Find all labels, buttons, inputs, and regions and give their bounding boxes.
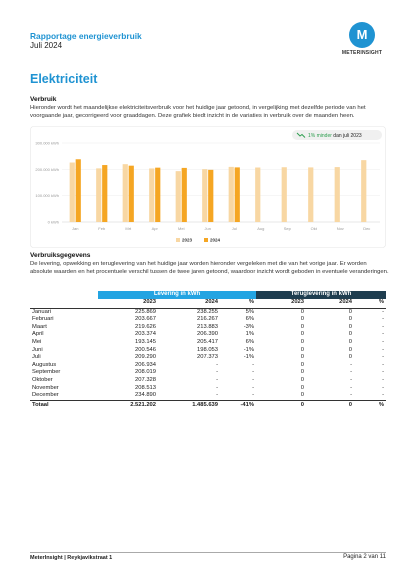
- value-cell: -: [350, 384, 352, 391]
- bar-2024-apr: [155, 168, 160, 222]
- x-tick-label: Aug: [257, 226, 265, 231]
- value-cell: -1%: [243, 346, 254, 353]
- month-cell: Mei: [32, 338, 42, 345]
- value-cell: 0: [300, 376, 304, 383]
- bar-2023-sep: [282, 167, 287, 222]
- y-tick-label: 100.000 kWh: [35, 193, 59, 199]
- value-cell: -1%: [243, 354, 254, 361]
- value-cell: 203.374: [135, 331, 156, 338]
- table-row: [30, 347, 386, 355]
- table-row: [30, 392, 386, 400]
- value-cell: -: [216, 392, 218, 399]
- table-row: [30, 362, 386, 370]
- bar-2023-jan: [70, 163, 75, 222]
- table-row: [30, 377, 386, 385]
- table-row: [30, 308, 386, 316]
- value-cell: 0: [306, 400, 354, 411]
- value-cell: 207.373: [197, 354, 218, 361]
- month-cell: Totaal: [30, 400, 98, 411]
- value-cell: 200.546: [135, 346, 156, 353]
- logo-text: METERINSIGHT: [341, 50, 383, 56]
- bar-2023-nov: [335, 167, 340, 222]
- x-tick-label: Mrt: [125, 226, 132, 231]
- bar-2024-mrt: [129, 166, 134, 222]
- value-cell: 2.521.202: [98, 400, 158, 411]
- value-cell: -: [382, 361, 384, 368]
- group-header-teruglevering: Teruglevering in kWh: [256, 291, 386, 299]
- month-cell: December: [32, 392, 59, 399]
- month-cell: Juli: [32, 354, 41, 361]
- table-row: [30, 324, 386, 332]
- x-tick-label: Okt: [310, 226, 317, 231]
- month-cell: September: [32, 369, 61, 376]
- table-row: [30, 339, 386, 347]
- table-row: [30, 369, 386, 377]
- y-tick-label: 0 kWh: [47, 219, 59, 225]
- value-cell: 193.145: [135, 338, 156, 345]
- value-cell: 0: [348, 316, 352, 323]
- value-cell: 0: [300, 323, 304, 330]
- verbruiksgegevens-heading: Verbruiksgegevens: [30, 252, 91, 259]
- bar-2023-aug: [255, 168, 260, 222]
- month-cell: November: [32, 384, 59, 391]
- value-cell: 0: [300, 354, 304, 361]
- verbruik-heading: Verbruik: [30, 96, 57, 103]
- y-tick-label: 300.000 kWh: [35, 140, 59, 146]
- value-cell: -: [382, 376, 384, 383]
- report-title: Rapportage energieverbruik: [30, 31, 142, 41]
- value-cell: 0: [348, 346, 352, 353]
- value-cell: 0: [300, 346, 304, 353]
- value-cell: 213.883: [197, 323, 218, 330]
- verbruiksgegevens-text: De levering, opwekking en teruglevering van het huidige jaar worden hieronder vergeleken met die van het vorige jaar. Er worden absolute waarden en het procentuele verschil tussen de twee jaren getoond, waardoor inzicht wordt geboden in eventuele veranderingen.: [30, 261, 389, 276]
- value-cell: -3%: [243, 323, 254, 330]
- value-cell: -: [382, 308, 384, 315]
- value-cell: 207.328: [135, 376, 156, 383]
- y-tick-label: 200.000 kWh: [35, 166, 59, 172]
- badge-highlight: 1% minder: [308, 133, 334, 139]
- month-cell: Juni: [32, 346, 43, 353]
- report-period: Juli 2024: [30, 41, 63, 50]
- value-cell: 205.417: [197, 338, 218, 345]
- value-cell: -: [350, 369, 352, 376]
- value-cell: 0: [300, 308, 304, 315]
- value-cell: 208.513: [135, 384, 156, 391]
- value-cell: -: [382, 384, 384, 391]
- value-cell: -: [382, 369, 384, 376]
- value-cell: 209.290: [135, 354, 156, 361]
- bar-2024-feb: [102, 165, 107, 222]
- value-cell: 6%: [245, 338, 254, 345]
- table-total-row: [30, 400, 386, 411]
- col-header: 2023: [256, 299, 306, 309]
- company-logo: [338, 22, 386, 56]
- value-cell: 5%: [245, 308, 254, 315]
- value-cell: 0: [300, 384, 304, 391]
- section-title: Elektriciteit: [30, 72, 98, 86]
- value-cell: -: [216, 369, 218, 376]
- chart-svg: [30, 126, 386, 248]
- value-cell: -41%: [220, 400, 256, 411]
- footer-page: Pagina 2 van 11: [343, 554, 386, 560]
- value-cell: 203.667: [135, 316, 156, 323]
- month-cell: Januari: [32, 308, 52, 315]
- value-cell: -: [382, 346, 384, 353]
- table-row: [30, 331, 386, 339]
- value-cell: -: [382, 392, 384, 399]
- value-cell: -: [350, 361, 352, 368]
- month-cell: Oktober: [32, 376, 53, 383]
- value-cell: 0: [348, 338, 352, 345]
- value-cell: -: [382, 316, 384, 323]
- bar-2024-jun: [208, 170, 213, 222]
- x-tick-label: Jul: [231, 226, 237, 231]
- badge-rest: dan juli 2023: [333, 133, 362, 139]
- x-tick-label: Feb: [98, 226, 106, 231]
- legend-swatch-2024: [204, 238, 208, 242]
- x-tick-label: Jun: [204, 226, 211, 231]
- month-cell: April: [32, 331, 44, 338]
- value-cell: -: [350, 392, 352, 399]
- value-cell: 1.485.639: [158, 400, 220, 411]
- value-cell: -: [382, 331, 384, 338]
- value-cell: %: [354, 400, 386, 411]
- value-cell: 206.934: [135, 361, 156, 368]
- footer-divider: [30, 552, 386, 553]
- x-tick-label: Dec: [363, 226, 371, 231]
- value-cell: 6%: [245, 316, 254, 323]
- value-cell: -: [216, 376, 218, 383]
- group-header-levering: Levering in kWh: [98, 291, 256, 299]
- month-cell: Februari: [32, 316, 54, 323]
- col-header-month: [30, 299, 98, 309]
- col-header: 2024: [306, 299, 354, 309]
- value-cell: 216.267: [197, 316, 218, 323]
- col-header: 2023: [98, 299, 158, 309]
- value-cell: 0: [256, 400, 306, 411]
- bar-2023-dec: [361, 160, 366, 222]
- value-cell: 0: [300, 361, 304, 368]
- col-header: %: [354, 299, 386, 309]
- bar-2024-mei: [182, 168, 187, 222]
- value-cell: 1%: [245, 331, 254, 338]
- consumption-table: [30, 291, 386, 411]
- value-cell: 238.255: [197, 308, 218, 315]
- footer-company: MeterInsight | Reykjavikstraat 1: [30, 555, 113, 561]
- bar-2023-okt: [308, 167, 313, 222]
- value-cell: 234.890: [135, 392, 156, 399]
- col-header: %: [220, 299, 256, 309]
- bar-2024-jan: [76, 159, 81, 222]
- month-cell: Augustus: [32, 361, 57, 368]
- value-cell: -: [382, 338, 384, 345]
- table-row: [30, 316, 386, 324]
- x-tick-label: Sep: [283, 226, 291, 231]
- table-corner: [30, 291, 98, 299]
- value-cell: 0: [348, 323, 352, 330]
- legend-swatch-2023: [176, 238, 180, 242]
- col-header: 2024: [158, 299, 220, 309]
- value-cell: 206.390: [197, 331, 218, 338]
- bar-2024-jul: [235, 167, 240, 222]
- table-row: [30, 354, 386, 362]
- bar-2023-mei: [176, 171, 181, 222]
- value-cell: 208.019: [135, 369, 156, 376]
- value-cell: 0: [300, 316, 304, 323]
- x-tick-label: Mei: [178, 226, 185, 231]
- consumption-chart: [30, 126, 386, 248]
- legend-label: 2024: [210, 237, 221, 243]
- value-cell: -: [382, 354, 384, 361]
- value-cell: 225.869: [135, 308, 156, 315]
- value-cell: -: [350, 376, 352, 383]
- bar-2023-jul: [229, 167, 234, 222]
- value-cell: -: [252, 376, 254, 383]
- value-cell: 0: [300, 338, 304, 345]
- logo-mark: M: [349, 22, 375, 48]
- month-cell: Maart: [32, 323, 47, 330]
- value-cell: 0: [300, 392, 304, 399]
- value-cell: 0: [348, 354, 352, 361]
- bar-2023-apr: [149, 168, 154, 222]
- value-cell: -: [252, 384, 254, 391]
- value-cell: 0: [348, 331, 352, 338]
- value-cell: -: [252, 369, 254, 376]
- verbruik-text: Hieronder wordt het maandelijkse elektriciteitsverbruik voor het huidige jaar getoond, in vergelijking met dezelfde periode van het voorgaande jaar, gecorrigeerd voor graaddagen. Deze grafiek biedt inzicht in de variaties in verbruik over de maanden heen.: [30, 105, 366, 120]
- value-cell: 198.053: [197, 346, 218, 353]
- value-cell: -: [252, 392, 254, 399]
- bar-2023-mrt: [123, 164, 128, 222]
- value-cell: -: [216, 384, 218, 391]
- legend-label: 2023: [182, 237, 193, 243]
- value-cell: 219.626: [135, 323, 156, 330]
- value-cell: 0: [300, 369, 304, 376]
- value-cell: 0: [300, 331, 304, 338]
- bar-2023-feb: [96, 168, 101, 222]
- table-row: [30, 385, 386, 393]
- value-cell: -: [382, 323, 384, 330]
- value-cell: 0: [348, 308, 352, 315]
- bar-2023-jun: [202, 169, 207, 222]
- x-tick-label: Jan: [72, 226, 79, 231]
- x-tick-label: Nov: [336, 226, 344, 231]
- value-cell: -: [216, 361, 218, 368]
- value-cell: -: [252, 361, 254, 368]
- badge-text: [308, 133, 362, 139]
- x-tick-label: Apr: [151, 226, 158, 231]
